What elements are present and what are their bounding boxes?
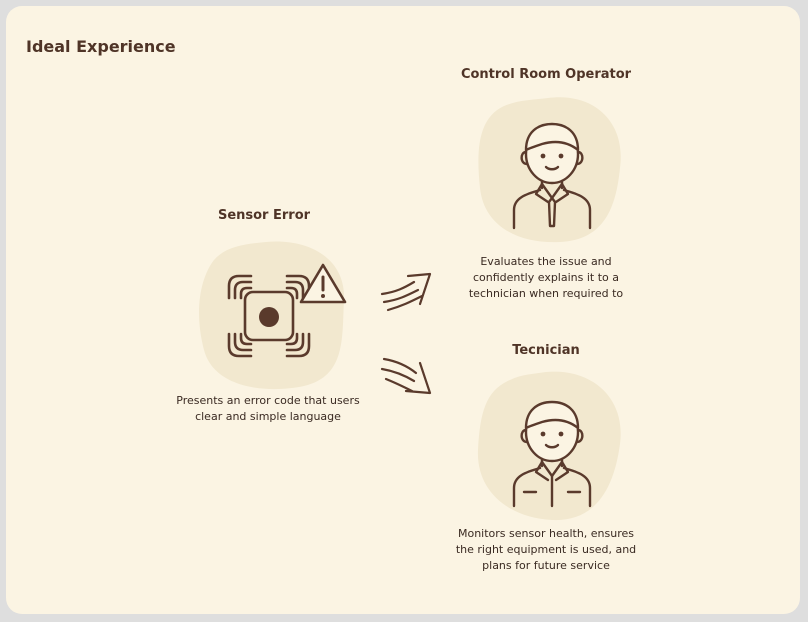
operator-description: Evaluates the issue and confidently explains it to a technician when required to — [468, 255, 624, 300]
arrow-down-right-icon — [378, 349, 438, 399]
person-with-collar-icon — [506, 396, 598, 508]
diagram-card — [6, 6, 800, 614]
arrow-up-right-icon — [378, 268, 438, 318]
technician-description: Monitors sensor health, ensures the right equipment is used, and plans for future service — [455, 527, 637, 572]
warning-triangle-icon — [298, 262, 348, 306]
person-with-tie-icon — [506, 118, 598, 230]
page-title: Ideal Experience — [26, 37, 176, 56]
operator-heading: Control Room Operator — [460, 67, 632, 82]
sensor-description: Presents an error code that users clear and simple language — [176, 394, 360, 423]
technician-heading: Tecnician — [512, 343, 580, 358]
sensor-heading: Sensor Error — [217, 208, 311, 223]
